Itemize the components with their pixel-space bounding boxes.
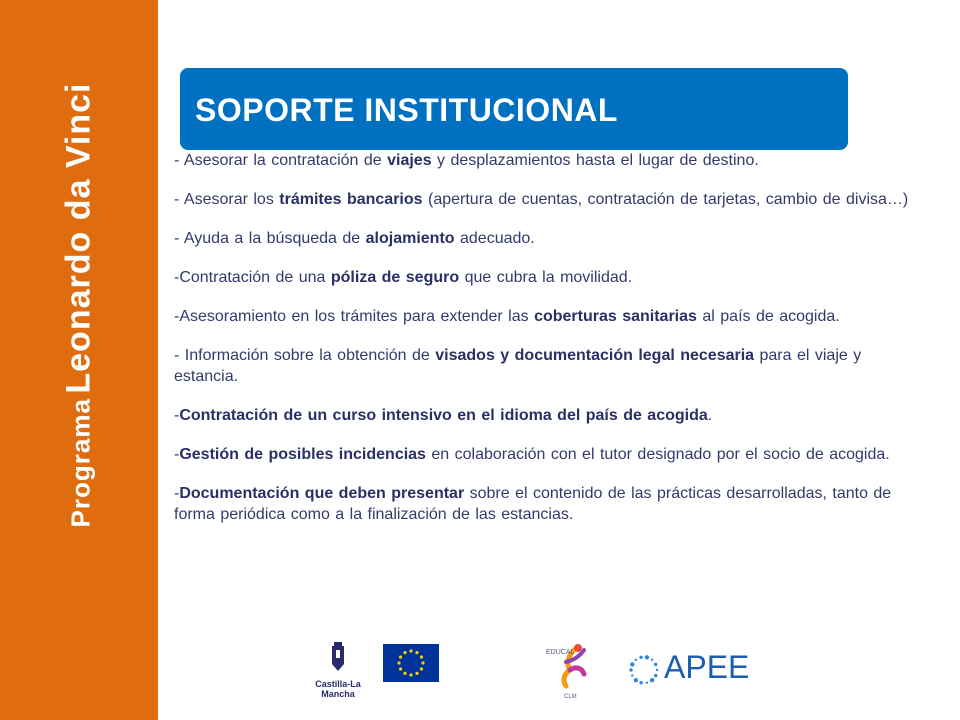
apee-dot (639, 656, 642, 659)
apee-dot (629, 668, 632, 671)
educal-logo (540, 640, 600, 700)
highlight-text: viajes (387, 152, 432, 169)
list-item: -Asesoramiento en los trámites para extender las coberturas sanitarias al país de acogida. (174, 308, 840, 325)
list-item: -Documentación que deben presentar sobre el contenido de las prácticas desarrolladas, tanto de forma periódica como a la finalización de las estancias. (174, 485, 892, 523)
clm-label: Castilla-La Mancha (315, 679, 361, 699)
apee-dot (651, 659, 653, 661)
sidebar (0, 0, 158, 720)
apee-dot (650, 678, 654, 682)
list-item: - Información sobre la obtención de visados y documentación legal necesaria para el viaje y estancia. (174, 347, 862, 385)
highlight-text: coberturas sanitarias (534, 308, 697, 325)
highlight-text: Gestión de posibles incidencias (179, 446, 426, 463)
eu-star (415, 672, 418, 675)
apee-logo (626, 648, 776, 688)
content-list (174, 150, 920, 543)
list-item: -Contratación de un curso intensivo en el idioma del país de acogida. (174, 407, 713, 424)
apee-dot (654, 663, 657, 666)
program-name: Leonardo da Vinci (59, 82, 98, 394)
eu-star (409, 673, 412, 676)
eu-star (403, 651, 406, 654)
apee-dot (639, 681, 642, 684)
highlight-text: póliza de seguro (330, 269, 460, 286)
title-banner (180, 68, 848, 150)
list-item: -Contratación de una póliza de seguro que cubra la movilidad. (174, 269, 633, 286)
eu-star (420, 667, 423, 670)
logo-bar (0, 640, 960, 710)
apee-dot (654, 674, 657, 677)
highlight-text: Contratación de un curso intensivo en el idioma del país de acogida (179, 407, 708, 424)
list-item: - Asesorar la contratación de viajes y desplazamientos hasta el lugar de destino. (174, 152, 759, 169)
eu-star (399, 667, 402, 670)
apee-dot (634, 678, 638, 682)
page-title: SOPORTE INSTITUCIONAL (195, 92, 618, 128)
list-item: - Ayuda a la búsqueda de alojamiento adecuado. (174, 230, 535, 247)
apee-dot (656, 669, 658, 671)
list-item: -Gestión de posibles incidencias en colaboración con el tutor designado por el socio de acogida. (174, 446, 890, 463)
apee-ring-icon (626, 652, 662, 688)
apee-dot (630, 662, 634, 666)
highlight-text: visados y documentación legal necesaria (435, 347, 755, 364)
educal-sub-text: CLM (564, 694, 577, 700)
list-item: - Asesorar los trámites bancarios (apertura de cuentas, contratación de tarjetas, cambio de divisa…) (174, 191, 909, 208)
program-title (60, 83, 99, 528)
highlight-text: Documentación que deben presentar (179, 485, 465, 502)
highlight-text: alojamiento (365, 230, 455, 247)
apee-dot (631, 674, 633, 676)
eu-star (403, 672, 406, 675)
program-prefix: Programa (65, 398, 96, 528)
apee-dot (645, 655, 649, 659)
eu-star (399, 655, 402, 658)
coat-of-arms-icon (323, 642, 353, 672)
highlight-text: trámites bancarios (279, 191, 423, 208)
apee-dot (646, 682, 648, 684)
eu-star (420, 655, 423, 658)
apee-dot (635, 659, 637, 661)
eu-star (409, 649, 412, 652)
educal-text: EDUCAL (546, 649, 575, 656)
apee-text: APEE (664, 649, 750, 685)
eu-stars-icon (383, 644, 439, 682)
educal-figure-icon (540, 640, 600, 700)
eu-star (397, 661, 400, 664)
eu-star (415, 651, 418, 654)
eu-star (421, 661, 424, 664)
castilla-la-mancha-logo (298, 642, 378, 699)
eu-flag-logo (383, 644, 439, 682)
